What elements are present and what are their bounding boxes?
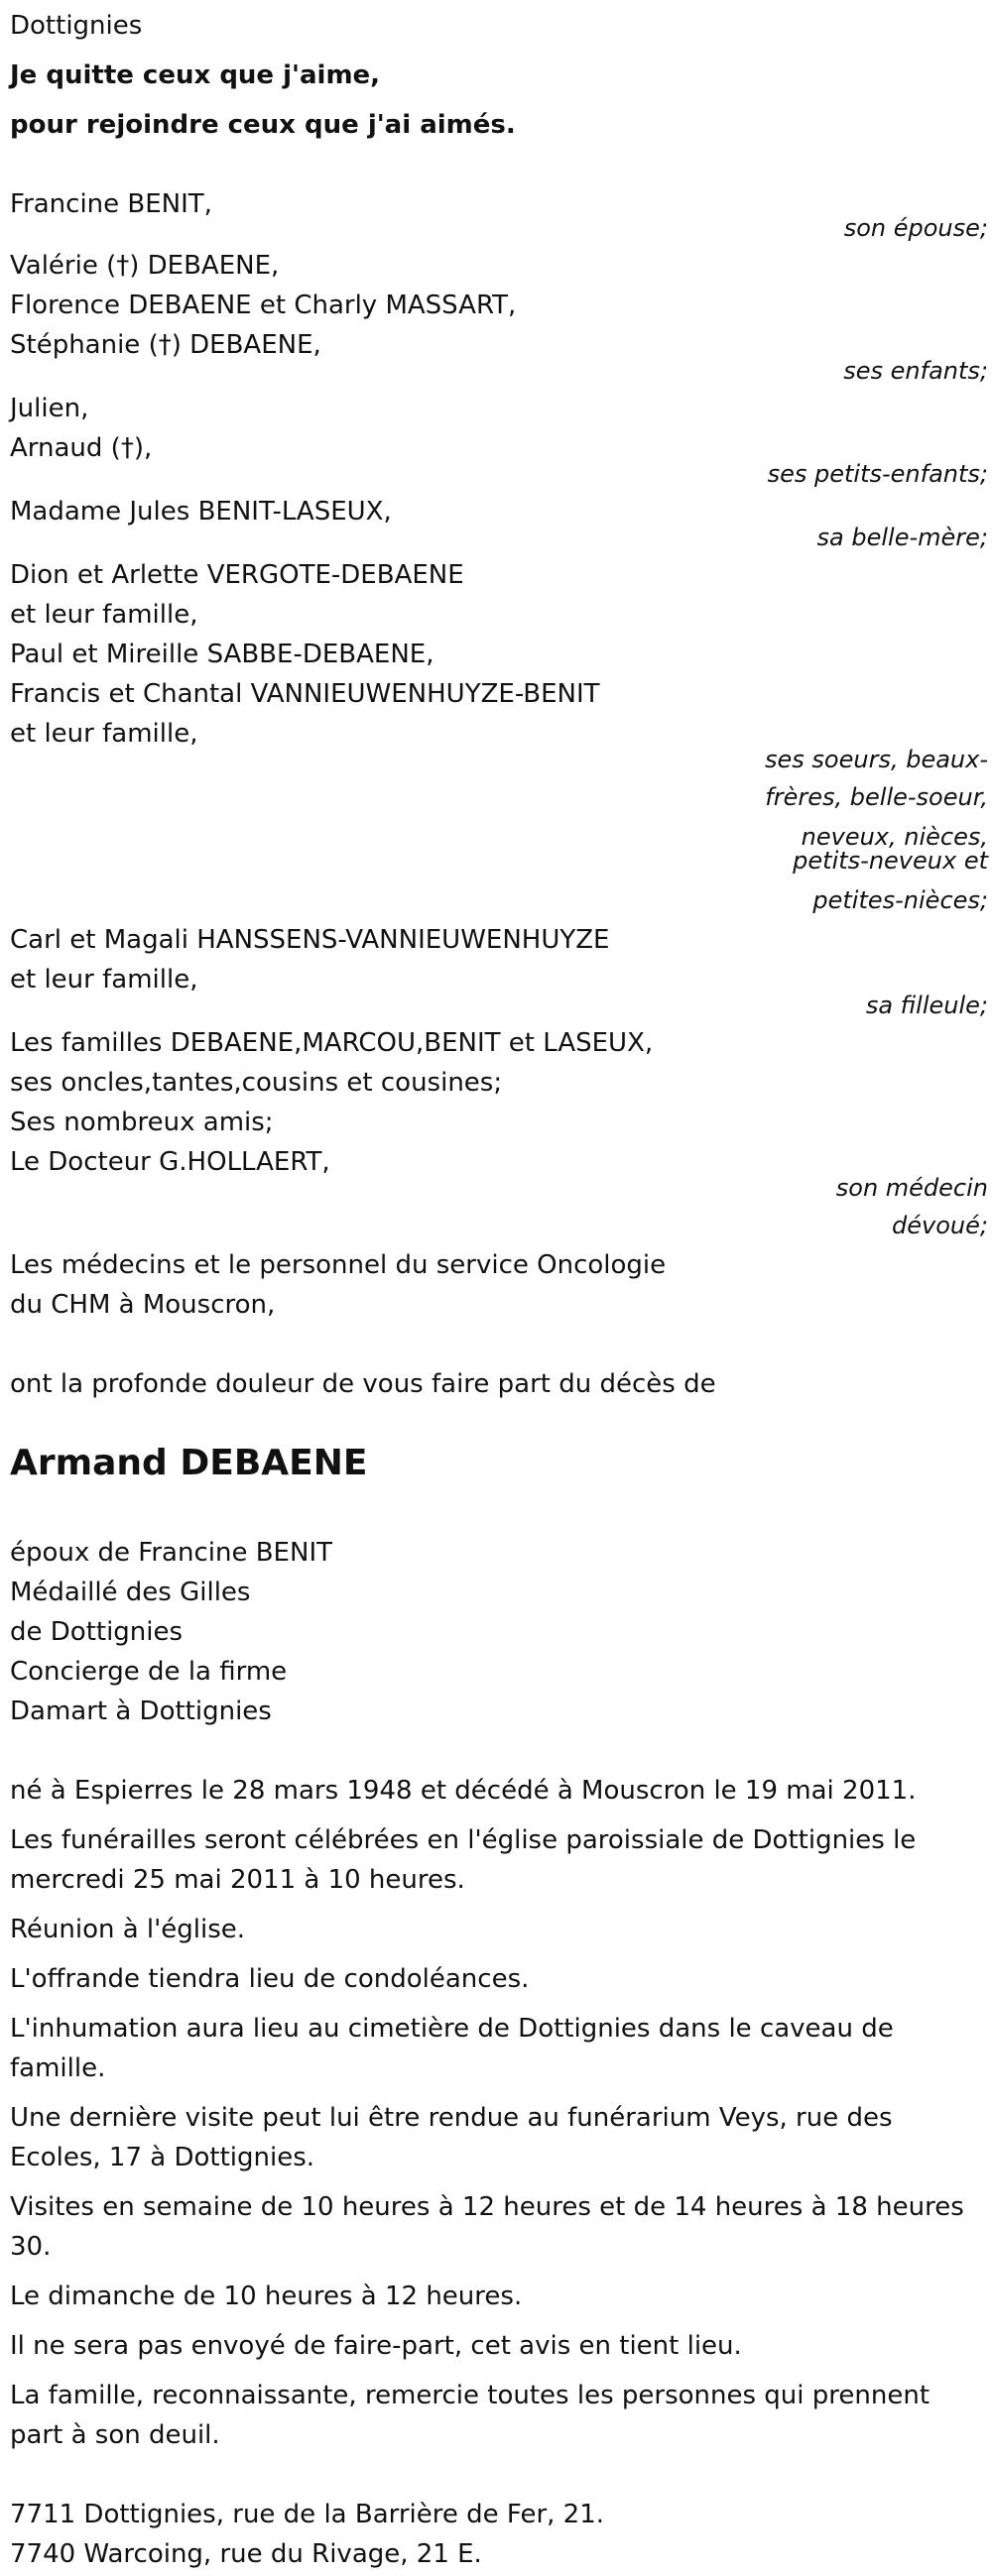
child-name: Valérie (†) DEBAENE, <box>10 251 280 281</box>
sibling-name: Paul et Mireille SABBE-DEBAENE, <box>10 640 434 669</box>
hospital-line: Les médecins et le personnel du service Oncologie <box>10 1250 667 1280</box>
quote-line: pour rejoindre ceux que j'ai aimés. <box>10 110 516 140</box>
child-name: Florence DEBAENE et Charly MASSART, <box>10 291 517 320</box>
sibling-name: et leur famille, <box>10 600 198 630</box>
info-line: Il ne sera pas envoyé de faire-part, cet avis en tient lieu. <box>10 2331 742 2361</box>
info-line: La famille, reconnaissante, remercie toutes les personnes qui prennent <box>10 2381 930 2410</box>
mother-in-law-name: Madame Jules BENIT-LASEUX, <box>10 497 392 527</box>
info-line: Visites en semaine de 10 heures à 12 heures et de 14 heures à 18 heures <box>10 2192 964 2222</box>
address-line: 7740 Warcoing, rue du Rivage, 21 E. <box>10 2539 482 2569</box>
info-line: Les funérailles seront célébrées en l'église paroissiale de Dottignies le <box>10 1825 917 1855</box>
info-line: 30. <box>10 2232 52 2262</box>
info-line: L'offrande tiendra lieu de condoléances. <box>10 1964 530 1994</box>
sibling-name: Dion et Arlette VERGOTE-DEBAENE <box>10 560 464 590</box>
address-line: 7711 Dottignies, rue de la Barrière de Fer, 21. <box>10 2500 605 2529</box>
siblings-relation: frères, belle-soeur, <box>765 783 988 811</box>
sibling-name: et leur famille, <box>10 719 198 749</box>
siblings-relation: ses soeurs, beaux- <box>765 746 988 773</box>
grandchild-name: Arnaud (†), <box>10 433 153 463</box>
info-line: Réunion à l'église. <box>10 1915 246 1944</box>
deceased-detail: époux de Francine BENIT <box>10 1538 332 1568</box>
deceased-name: Armand DEBAENE <box>10 1443 368 1483</box>
info-line: L'inhumation aura lieu au cimetière de Dottignies dans le caveau de <box>10 2014 894 2044</box>
siblings-relation: neveux, nièces, <box>801 823 988 851</box>
siblings-relation: petits-neveux et <box>793 847 988 875</box>
info-line: Le dimanche de 10 heures à 12 heures. <box>10 2282 523 2311</box>
deceased-detail: Concierge de la firme <box>10 1657 288 1687</box>
info-line: mercredi 25 mai 2011 à 10 heures. <box>10 1865 465 1895</box>
goddaughter-name: et leur famille, <box>10 965 198 995</box>
info-line: né à Espierres le 28 mars 1948 et décédé à Mouscron le 19 mai 2011. <box>10 1776 917 1806</box>
family-line: Le Docteur G.HOLLAERT, <box>10 1147 330 1177</box>
sibling-name: Francis et Chantal VANNIEUWENHUYZE-BENIT <box>10 679 600 709</box>
info-line: famille. <box>10 2053 106 2083</box>
children-relation: ses enfants; <box>843 357 988 385</box>
spouse-name: Francine BENIT, <box>10 189 212 219</box>
info-line: part à son deuil. <box>10 2420 220 2450</box>
deceased-detail: de Dottignies <box>10 1617 184 1647</box>
place-header: Dottignies <box>10 11 143 41</box>
grandchild-name: Julien, <box>10 394 89 423</box>
deceased-detail: Damart à Dottignies <box>10 1697 272 1726</box>
goddaughter-relation: sa filleule; <box>865 992 988 1019</box>
info-line: Ecoles, 17 à Dottignies. <box>10 2143 315 2172</box>
family-line: Ses nombreux amis; <box>10 1108 274 1137</box>
quote-line: Je quitte ceux que j'aime, <box>10 60 381 90</box>
family-line: ses oncles,tantes,cousins et cousines; <box>10 1068 503 1098</box>
child-name: Stéphanie (†) DEBAENE, <box>10 330 321 360</box>
siblings-relation: petites-nièces; <box>812 886 988 914</box>
family-line: Les familles DEBAENE,MARCOU,BENIT et LASEUX, <box>10 1028 654 1058</box>
doctor-relation: dévoué; <box>892 1212 988 1239</box>
hospital-line: du CHM à Mouscron, <box>10 1290 276 1320</box>
goddaughter-name: Carl et Magali HANSSENS-VANNIEUWENHUYZE <box>10 925 610 955</box>
deceased-detail: Médaillé des Gilles <box>10 1578 251 1607</box>
info-line: Une dernière visite peut lui être rendue au funérarium Veys, rue des <box>10 2103 893 2133</box>
spouse-relation: son épouse; <box>843 214 988 242</box>
mother-in-law-relation: sa belle-mère; <box>816 524 988 551</box>
doctor-relation: son médecin <box>835 1174 988 1202</box>
grandchildren-relation: ses petits-enfants; <box>767 460 988 488</box>
announcement: ont la profonde douleur de vous faire part du décès de <box>10 1369 716 1399</box>
